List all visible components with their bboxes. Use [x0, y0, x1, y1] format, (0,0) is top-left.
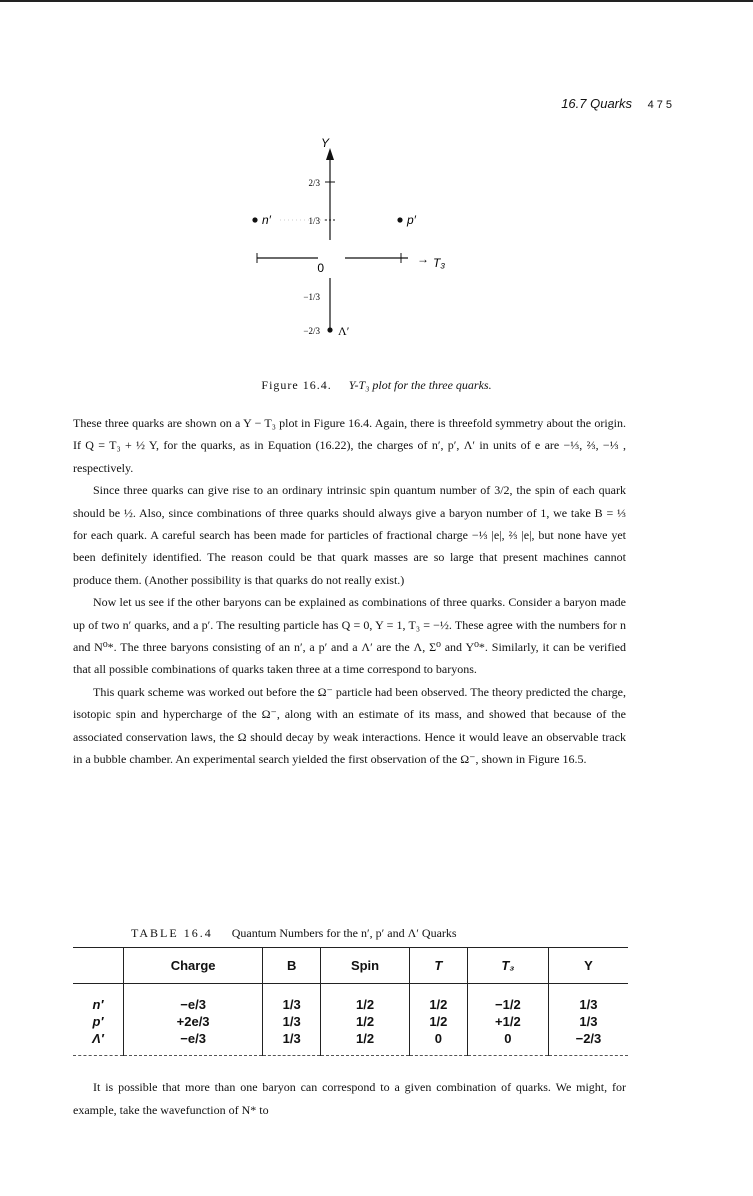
- running-header: [561, 96, 675, 111]
- table-cell: n′: [92, 997, 104, 1012]
- point-lambda-prime: [327, 327, 332, 332]
- body-text: [73, 412, 626, 771]
- x-axis-arrow: →: [417, 252, 429, 266]
- table-cell: 1/3: [263, 984, 321, 1014]
- table-cell: −2/3: [548, 1030, 628, 1056]
- table-row: [73, 1030, 628, 1056]
- table-cell: 1/3: [263, 1013, 321, 1030]
- quantum-numbers-table: [73, 947, 628, 1056]
- table-cell: 1/3: [548, 984, 628, 1014]
- header-cell: T₃: [467, 948, 548, 984]
- header-cell: T: [409, 948, 467, 984]
- table-cell: 1/2: [321, 1030, 410, 1056]
- header-cell: B: [263, 948, 321, 984]
- header-cell: Charge: [124, 948, 263, 984]
- table-row: [73, 984, 628, 1014]
- table-cell: 1/2: [409, 984, 467, 1014]
- y-t3-plot: [240, 130, 480, 360]
- origin-label: 0: [317, 261, 324, 275]
- label-lambda-prime: Λ′: [338, 324, 350, 338]
- table-number: TABLE 16.4: [131, 926, 213, 940]
- table-cell: 1/3: [548, 1013, 628, 1030]
- table-cell: −e/3: [124, 984, 263, 1014]
- table-cell: Λ′: [73, 1030, 124, 1056]
- paragraph: Since three quarks can give rise to an ordinary intrinsic spin quantum number of 3/2, the spin of each quark should be ½. Also, since combinations of three quarks should always give a baryon number of 1, we take B = ⅓ for each quark. A careful search has been made for particles of fractional charge −⅓ |e|, ⅔ |e|, but none have yet been definitely identified. The reason could be that quark masses are so large that present machines cannot produce them. (Another possibility is that quarks do not really exist.): [73, 483, 626, 587]
- figure-title: Y-T₃ plot for the three quarks.: [348, 378, 492, 392]
- section-title: 16.7 Quarks: [561, 96, 633, 111]
- tick-label-neg-1-3: −1/3: [303, 292, 320, 302]
- paragraph: Now let us see if the other baryons can be explained as combinations of three quarks. Consider a baryon made up of two n′ quarks, and a p′. The resulting particle has Q = 0, Y = 1, T₃ = −½. These agree with the numbers for n and N⁰*. The three baryons consisting of an n′, a p′ and a Λ′ are the Λ, Σ⁰ and Y⁰*. Similarly, it can be verified that all possible combinations of quarks taken three at a time correspond to baryons.: [73, 595, 626, 677]
- table-cell: p′: [92, 1014, 104, 1029]
- label-n-prime: n′: [262, 213, 271, 227]
- figure-label: Figure 16.4.: [261, 378, 332, 392]
- point-p-prime: [397, 217, 402, 222]
- paragraph: This quark scheme was worked out before the Ω⁻ particle had been observed. The theory predicted the charge, isotopic spin and hypercharge of the Ω⁻, along with an estimate of its mass, and showed that because of the associated conservation laws, the Ω should decay by weak interactions. Hence it would leave an observable track in a bubble chamber. An experimental search yielded the first observation of the Ω⁻, shown in Figure 16.5.: [73, 684, 626, 767]
- table-title: Quantum Numbers for the n′, p′ and Λ′ Quarks: [231, 926, 457, 940]
- table-header-row: [73, 948, 628, 984]
- table-cell: 1/3: [263, 1030, 321, 1056]
- table-cell: 1/2: [409, 1013, 467, 1030]
- header-cell: Y: [548, 948, 628, 984]
- paragraph: These three quarks are shown on a Y − T₃ plot in Figure 16.4. Again, there is threefold symmetry about the origin. If Q = T₃ + ½ Y, for the quarks, as in Equation (16.22), the charges of n′, p′, Λ′ in units of e are −⅓, ⅔, −⅓ , respectively.: [73, 416, 626, 475]
- label-p-prime: p′: [407, 213, 416, 227]
- header-cell: [73, 948, 124, 984]
- page-number: 475: [647, 99, 675, 111]
- table-cell: +2e/3: [124, 1013, 263, 1030]
- figure-caption: [0, 378, 753, 393]
- tick-label-2-3: 2/3: [308, 178, 320, 188]
- point-n-prime: [252, 217, 257, 222]
- closing-text: [73, 1076, 626, 1122]
- table-cell: −e/3: [124, 1030, 263, 1056]
- top-rule: [0, 0, 753, 2]
- table-cell: −1/2: [467, 984, 548, 1014]
- table-caption: [131, 926, 457, 941]
- header-cell: Spin: [321, 948, 410, 984]
- x-axis-label: T₃: [433, 256, 446, 270]
- tick-label-neg-2-3: −2/3: [303, 326, 320, 336]
- paragraph: It is possible that more than one baryon can correspond to a given combination of quarks. We might, for example, take the wavefunction of N* to: [73, 1080, 626, 1117]
- table-cell: 1/2: [321, 1013, 410, 1030]
- y-axis-label: Y: [320, 136, 330, 150]
- tick-label-1-3: 1/3: [308, 216, 320, 226]
- table-cell: 0: [467, 1030, 548, 1056]
- table-cell: 1/2: [321, 984, 410, 1014]
- table-cell: +1/2: [467, 1013, 548, 1030]
- table-cell: 0: [409, 1030, 467, 1056]
- table-row: [73, 1013, 628, 1030]
